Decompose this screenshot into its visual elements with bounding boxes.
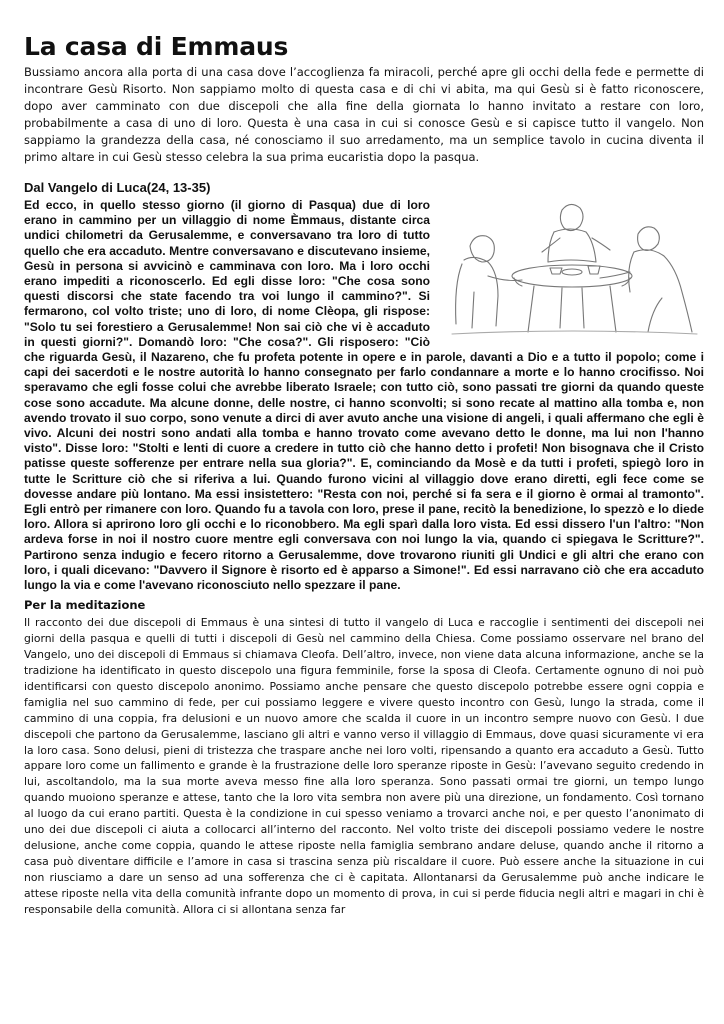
gospel-section: [24, 198, 704, 593]
document-page: [24, 32, 704, 918]
gospel-text: Ed ecco, in quello stesso giorno (il giorno di Pasqua) due di loro erano in cammino per un villaggio di nome Èmmaus, distante circa undici chilometri da Gerusalemme, e conversavano tra loro di tutto quello che era accaduto. Mentre conversavano e discutevano insieme, Gesù in persona si avvicinò e camminava con loro. Ma i loro occhi erano impediti a riconoscerlo. Ed egli disse loro: "Che cosa sono questi discorsi che state facendo tra voi lungo il cammino?". Si fermarono, col volto triste; uno di loro, di nome Clèopa, gli rispose: "Solo tu sei forestiero a Gerusalemme! Non sai ciò che vi è accaduto in questi giorni?". Domandò loro: "Che cosa?". Gli risposero: "Ciò che riguarda Gesù, il Nazareno, che fu profeta potente in opere e in parole, davanti a Dio e a tutto il popolo; come i capi dei sacerdoti e le nostre autorità lo hanno consegnato per farlo condannare a morte e lo hanno crocifisso. Noi speravamo che egli fosse colui che avrebbe liberato Israele; con tutto ciò, sono passati tre giorni da quando queste cose sono accadute. Ma alcune donne, delle nostre, ci hanno sconvolti; si sono recate al mattino alla tomba e, non avendo trovato il suo corpo, sono venute a dirci di aver avuto anche una visione di angeli, i quali affermano che egli è vivo. Alcuni dei nostri sono andati alla tomba e hanno trovato come avevano detto le donne, ma lui non l'hanno visto". Disse loro: "Stolti e lenti di cuore a credere in tutto ciò che hanno detto i profeti! Non bisognava che il Cristo patisse queste sofferenze per entrare nella sua gloria?". E, cominciando da Mosè e da tutti i profeti, spiegò loro in tutte le Scritture ciò che si riferiva a lui. Quando furono vicini al villaggio dove erano diretti, egli fece come se dovesse andare più lontano. Ma essi insistettero: "Resta con noi, perché si fa sera e il giorno è ormai al tramonto". Egli entrò per rimanere con loro. Quando fu a tavola con loro, prese il pane, recitò la benedizione, lo spezzò e lo diede loro. Allora si aprirono loro gli occhi e lo riconobbero. Ma egli sparì dalla loro vista. Ed essi dissero l'un l'altro: "Non ardeva forse in noi il nostro cuore mentre egli conversava con noi lungo la via, quando ci spiegava le Scritture?". Partirono senza indugio e fecero ritorno a Gerusalemme, dove trovarono riuniti gli Undici e gli altri che erano con loro, i quali dicevano: "Davvero il Signore è risorto ed è apparso a Simone!". Ed essi narravano ciò che era accaduto lungo la via e come l'avevano riconosciuto nello spezzare il pane.: [24, 198, 704, 593]
emmaus-supper-illustration: [442, 198, 704, 338]
page-title: La casa di Emmaus: [24, 32, 289, 61]
intro-paragraph: Bussiamo ancora alla porta di una casa dove l’accoglienza fa miracoli, perché apre gli occhi della fede e permette di incontrare Gesù Risorto. Non sappiamo molto di questa casa e di chi vi abita, ma qui Gesù si è fatto riconoscere, dopo aver camminato con due discepoli che alla fine della giornata lo hanno invitato a restare con loro, probabilmente a casa di uno di loro. Questa è una casa in cui si conosce Gesù e si capisce tutto il vangelo. Non sappiamo la grandezza della casa, né conosciamo il suo arredamento, ma un semplice tavolo in cucina diventa il primo altare in cui Gesù stesso celebra la sua prima eucaristia dopo la pasqua.: [24, 65, 704, 164]
meditation-heading: Per la meditazione: [24, 598, 146, 613]
meditation-text: Il racconto dei due discepoli di Emmaus è una sintesi di tutto il vangelo di Luca e raccoglie i sentimenti dei discepoli nei giorni della pasqua e quelli di tutti i discepoli di Gesù nel cammino della Chiesa. Come possiamo osservare nel brano del Vangelo, uno dei discepoli di Emmaus si chiamava Cleofa. Dell’altro, invece, non viene data alcuna informazione, anche se la tradizione ha identificato in questo discepolo una figura femminile, forse la sposa di Cleofa. Certamente ognuno di noi può identificarsi con questo discepolo anonimo. Possiamo anche pensare che questo discepolo potrebbe essere ogni coppia e famiglia nel suo cammino di fede, per cui possiamo leggere e vivere questo incontro con Gesù, lungo la strada, come il cammino di una coppia, fra delusioni e un nuovo amore che scalda il cuore in un incontro sempre nuovo con Gesù. I due discepoli che partono da Gerusalemme, lasciano gli altri e vanno verso il villaggio di Emmaus, dove quasi sicuramente vi era la loro casa. Sono delusi, pieni di tristezza che traspare anche nei loro volti, ripensando a quanto era accaduto a Gesù. Tutto appare loro come un fallimento e grande è la frustrazione delle loro speranze riposte in Gesù: l’avevano seguito credendo in lui, ascoltandolo, ma la sua morte aveva messo fine alla loro speranza. Sono passati ormai tre giorni, un tempo lungo quando muoiono speranze e attese, tanto che la loro vita sembra non avere più una direzione, un fondamento. Così tornano al luogo da cui erano partiti. Questa è la condizione in cui spesso veniamo a trovarci anche noi, e per questo l’anonimato di uno dei due discepoli ci aiuta a collocarci all’interno del racconto. Nel volto triste dei discepoli possiamo vedere le nostre delusione, anche come coppia, quando le attese riposte nella famiglia sembrano andare deluse, quando anche il ritorno a casa può diventare difficile e l’amore in casa si trascina senza più riscaldare il cuore. Può essere anche la situazione in cui non riusciamo a dare un senso ad una sofferenza che ci è capitata. Allontanarsi da Gerusalemme può anche indicare le attese riposte nella vita della comunità infrante dopo un momento di prova, in cui si perde fiducia negli altri e magari in chi è responsabile della comunità. Allora ci si allontana senza far: [24, 616, 704, 916]
gospel-heading: Dal Vangelo di Luca(24, 13-35): [24, 180, 211, 195]
